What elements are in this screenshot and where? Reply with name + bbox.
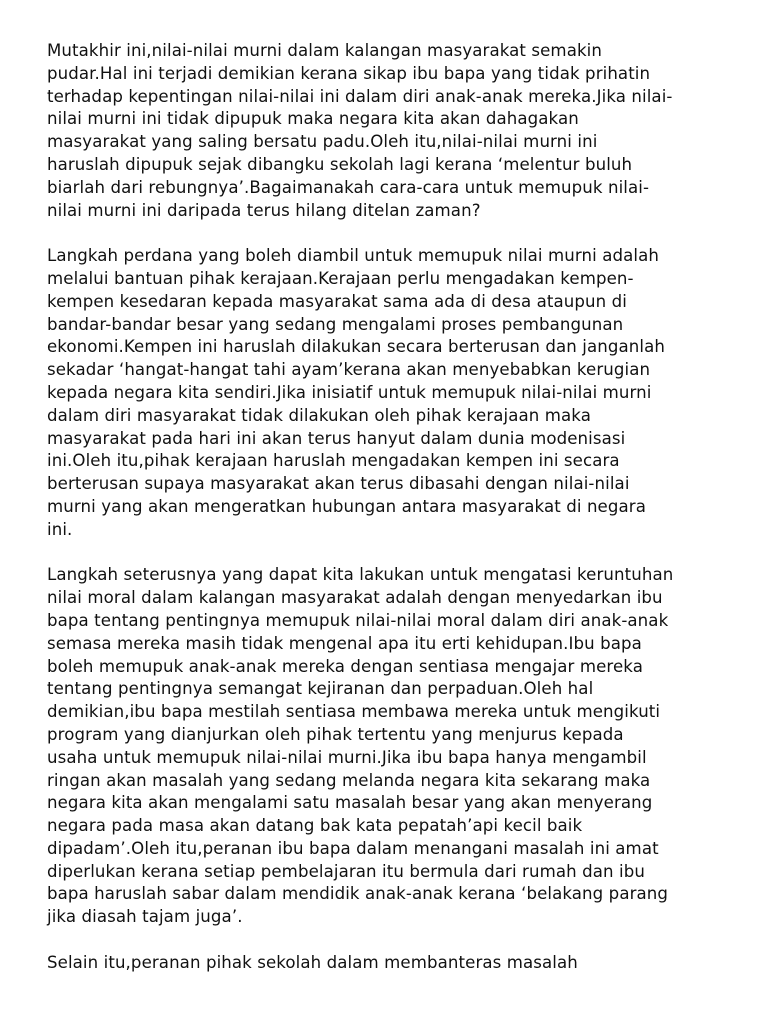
text-line: masyarakat yang saling bersatu padu.Oleh itu,nilai-nilai murni ini bbox=[47, 132, 598, 152]
text-line: dalam diri masyarakat tidak dilakukan oleh pihak kerajaan maka bbox=[47, 405, 591, 425]
text-line: program yang dianjurkan oleh pihak tertentu yang menjurus kepada bbox=[47, 724, 624, 744]
text-line: bapa haruslah sabar dalam mendidik anak-anak kerana ‘belakang parang bbox=[47, 884, 669, 904]
text-line: Mutakhir ini,nilai-nilai murni dalam kalangan masyarakat semakin bbox=[47, 41, 603, 60]
text-line: ini. bbox=[47, 519, 73, 539]
text-line: ekonomi.Kempen ini haruslah dilakukan secara berterusan dan janganlah bbox=[47, 337, 665, 357]
text-line: Selain itu,peranan pihak sekolah dalam membanteras masalah bbox=[47, 952, 578, 972]
text-line: murni yang akan mengeratkan hubungan antara masyarakat di negara bbox=[47, 496, 646, 516]
text-line: jika diasah tajam juga’. bbox=[47, 907, 243, 927]
paragraph-intro bbox=[47, 40, 747, 222]
text-line: usaha untuk memupuk nilai-nilai murni.Jika ibu bapa hanya mengambil bbox=[47, 747, 647, 767]
text-line: tentang pentingnya semangat kejiranan dan perpaduan.Oleh hal bbox=[47, 679, 594, 699]
text-line: boleh memupuk anak-anak mereka dengan sentiasa mengajar mereka bbox=[47, 656, 643, 676]
text-line: terhadap kepentingan nilai-nilai ini dalam diri anak-anak mereka.Jika nilai- bbox=[47, 86, 673, 106]
text-line: diperlukan kerana setiap pembelajaran itu bermula dari rumah dan ibu bbox=[47, 861, 645, 881]
text-line: bapa tentang pentingnya memupuk nilai-nilai moral dalam diri anak-anak bbox=[47, 610, 669, 630]
text-line: semasa mereka masih tidak mengenal apa itu erti kehidupan.Ibu bapa bbox=[47, 633, 642, 653]
text-line: nilai murni ini tidak dipupuk maka negara kita akan dahagakan bbox=[47, 109, 579, 129]
text-line: Langkah perdana yang boleh diambil untuk memupuk nilai murni adalah bbox=[47, 246, 659, 266]
text-line: negara kita akan mengalami satu masalah besar yang akan menyerang bbox=[47, 793, 653, 813]
text-line: kempen kesedaran kepada masyarakat sama ada di desa ataupun di bbox=[47, 291, 627, 311]
text-line: demikian,ibu bapa mestilah sentiasa membawa mereka untuk mengikuti bbox=[47, 702, 661, 722]
paragraph-government bbox=[47, 245, 747, 541]
text-line: masyarakat pada hari ini akan terus hanyut dalam dunia modenisasi bbox=[47, 428, 626, 448]
text-line: melalui bantuan pihak kerajaan.Kerajaan perlu mengadakan kempen- bbox=[47, 268, 634, 288]
text-line: nilai moral dalam kalangan masyarakat adalah dengan menyedarkan ibu bbox=[47, 588, 663, 608]
paragraph-school bbox=[47, 952, 747, 975]
text-line: ini.Oleh itu,pihak kerajaan haruslah mengadakan kempen ini secara bbox=[47, 451, 620, 471]
text-line: berterusan supaya masyarakat akan terus dibasahi dengan nilai-nilai bbox=[47, 474, 630, 494]
text-line: ringan akan masalah yang sedang melanda negara kita sekarang maka bbox=[47, 770, 651, 790]
document-page bbox=[47, 40, 747, 997]
text-line: sekadar ‘hangat-hangat tahi ayam’kerana akan menyebabkan kerugian bbox=[47, 360, 651, 380]
text-line: bandar-bandar besar yang sedang mengalami proses pembangunan bbox=[47, 314, 624, 334]
text-line: haruslah dipupuk sejak dibangku sekolah lagi kerana ‘melentur buluh bbox=[47, 154, 633, 174]
text-line: dipadam’.Oleh itu,peranan ibu bapa dalam menangani masalah ini amat bbox=[47, 838, 659, 858]
text-line: biarlah dari rebungnya’.Bagaimanakah cara-cara untuk memupuk nilai- bbox=[47, 177, 650, 197]
text-line: nilai murni ini daripada terus hilang ditelan zaman? bbox=[47, 200, 481, 220]
text-line: pudar.Hal ini terjadi demikian kerana sikap ibu bapa yang tidak prihatin bbox=[47, 63, 651, 83]
text-line: negara pada masa akan datang bak kata pepatah’api kecil baik bbox=[47, 816, 583, 836]
text-line: kepada negara kita sendiri.Jika inisiatif untuk memupuk nilai-nilai murni bbox=[47, 382, 652, 402]
text-line: Langkah seterusnya yang dapat kita lakukan untuk mengatasi keruntuhan bbox=[47, 565, 674, 585]
paragraph-parents bbox=[47, 564, 747, 929]
